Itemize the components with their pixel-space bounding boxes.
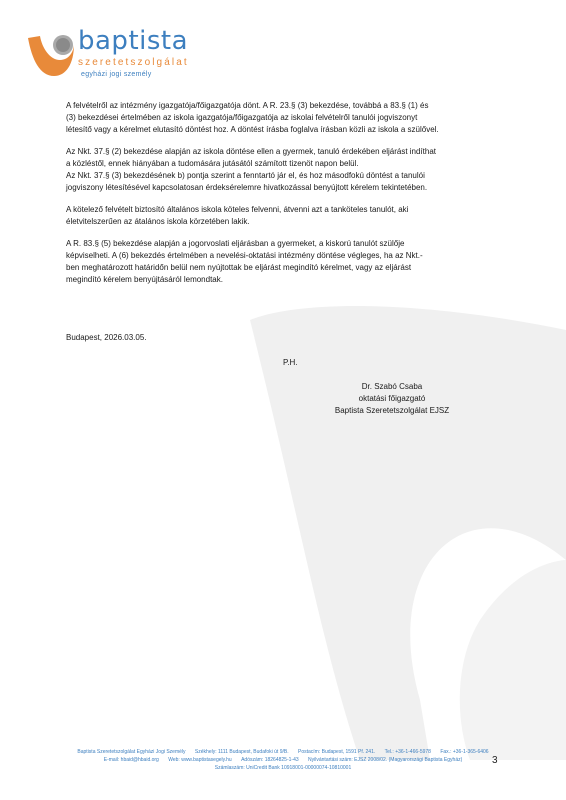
paragraph-1 [66, 100, 499, 136]
footer-line-3 [0, 764, 566, 772]
paragraph-line: a közléstől, ennek hiányában a tudomására jutásától számított tizenöt napon belül. [66, 159, 359, 168]
paragraph-line: ben meghatározott határidőn belül nem nyújtottak be eljárást megindító kérelmet, vagy az eljárást [66, 263, 412, 272]
page-footer [0, 748, 566, 772]
signatory-title: oktatási főigazgató [358, 394, 426, 403]
footer-line-2 [0, 756, 566, 764]
footer-fax: Fax.: +36-1-365-6406 [440, 749, 489, 755]
footer-registry: Nyilvántartási szám: EJSZ 2008/02. (Magyarországi Baptista Egyház) [308, 757, 463, 763]
paragraph-4 [66, 238, 499, 286]
document-body [66, 100, 499, 296]
logo-mark-icon [26, 30, 76, 80]
footer-postal: Postacím: Budapest, 1591 Pf. 241. [297, 749, 376, 755]
footer-org: Baptista Szeretetszolgálat Egyházi Jogi Személy [77, 749, 186, 755]
paragraph-line: létesítő vagy a kérelmet elutasító döntést hoz. A döntést írásba foglalva írásban közli az iskola a szülővel. [66, 125, 439, 134]
brand-name: baptista [78, 26, 189, 56]
stamp-placeholder: P.H. [283, 358, 298, 367]
footer-bank-account: Számlaszám: UniCredit Bank 10918001-00000074-10810001 [214, 765, 352, 771]
paragraph-line: A kötelező felvételt biztosító általános iskola köteles felvenni, átvenni azt a tanköteles tanulót, aki [66, 205, 409, 214]
paragraph-line: képviselheti. A (6) bekezdés értelmében a nevelési-oktatási intézmény döntése végleges, ha az Nkt.- [66, 251, 423, 260]
signatory-organization: Baptista Szeretetszolgálat EJSZ [334, 406, 450, 415]
footer-web: Web: www.baptistasegely.hu [168, 757, 232, 763]
footer-address: Székhely: 1111 Budapest, Budafoki út 9/B. [194, 749, 289, 755]
signatory-name: Dr. Szabó Csaba [361, 382, 423, 391]
paragraph-line: A R. 83.§ (5) bekezdése alapján a jogorvoslati eljárásban a gyermeket, a kiskorú tanulót szülője [66, 239, 405, 248]
paragraph-line: (3) bekezdései értelmében az iskola igazgatója/főigazgatója az iskolai felvételről tanulói jogviszonyt [66, 113, 418, 122]
footer-line-1 [0, 748, 566, 756]
document-date: Budapest, 2026.03.05. [66, 333, 147, 342]
footer-tax-number: Adószám: 18264825-1-43 [241, 757, 299, 763]
footer-email: E-mail: hbaid@hbaid.org [103, 757, 159, 763]
paragraph-line: életvitelszerűen az átalános iskola körzetében lakik. [66, 217, 250, 226]
paragraph-2 [66, 146, 499, 194]
signature-block [322, 381, 462, 417]
page-number: 3 [492, 755, 498, 766]
footer-phone: Tel.: +36-1-466-5978 [384, 749, 431, 755]
paragraph-line: megindító kérelem benyújtásáról lemondtak. [66, 275, 223, 284]
paragraph-line: jogviszony létesítésével kapcsolatosan érdeksérelemre hivatkozással benyújtott kérelem tekintetében. [66, 183, 428, 192]
brand-subtitle: egyházi jogi személy [81, 71, 152, 78]
paragraph-3 [66, 204, 499, 228]
paragraph-line: Az Nkt. 37.§ (2) bekezdése alapján az iskola döntése ellen a gyermek, tanuló érdekében eljárást indíthat [66, 147, 436, 156]
paragraph-line: Az Nkt. 37.§ (3) bekezdésének b) pontja szerint a fenntartó jár el, és hoz másodfokú döntést a tanulói [66, 171, 425, 180]
brand-tagline: szeretetszolgálat [78, 57, 189, 68]
paragraph-line: A felvételről az intézmény igazgatója/főigazgatója dönt. A R. 23.§ (3) bekezdése, továbbá a 83.§ (1) és [66, 101, 429, 110]
